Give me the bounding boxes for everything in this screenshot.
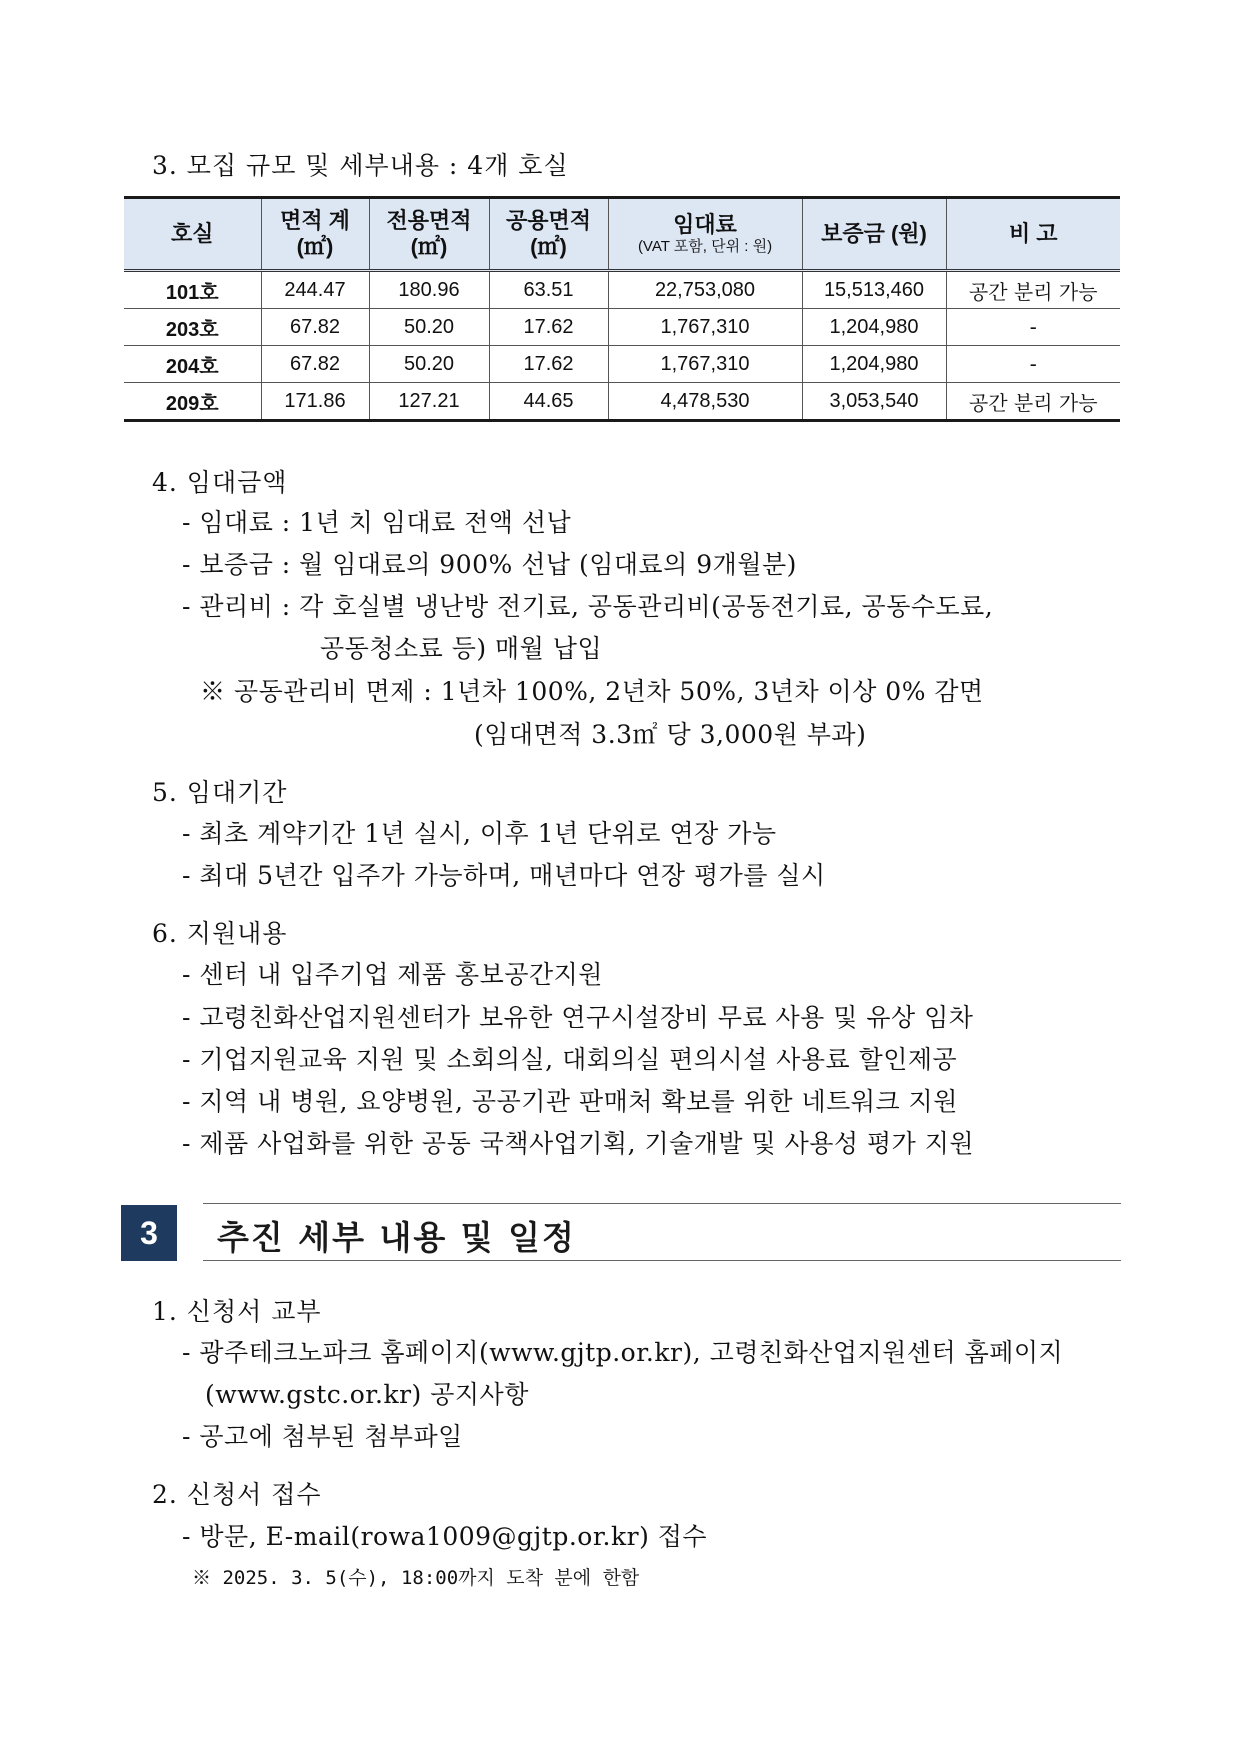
- list-item: - 최초 계약기간 1년 실시, 이후 1년 단위로 연장 가능: [182, 819, 777, 848]
- cell-deposit: 3,053,540: [802, 383, 946, 421]
- cell-room: 203호: [124, 309, 261, 346]
- cell-area-total: 244.47: [261, 271, 369, 309]
- cell-rent: 1,767,310: [608, 346, 802, 383]
- cell-note: -: [946, 309, 1120, 346]
- cell-area-exclusive: 50.20: [369, 346, 489, 383]
- cell-note: 공간 분리 가능: [946, 383, 1120, 421]
- section-number-badge: 3: [121, 1205, 177, 1261]
- cell-rent: 22,753,080: [608, 271, 802, 309]
- list-item: - 지역 내 병원, 요양병원, 공공기관 판매처 확보를 위한 네트워크 지원: [182, 1087, 958, 1116]
- section-heading-distribution: 1. 신청서 교부: [152, 1297, 322, 1326]
- list-item: - 제품 사업화를 위한 공동 국책사업기획, 기술개발 및 사용성 평가 지원: [182, 1129, 975, 1158]
- cell-deposit: 1,204,980: [802, 309, 946, 346]
- cell-room: 209호: [124, 383, 261, 421]
- table-row: [124, 346, 1120, 383]
- list-item: - 방문, E-mail(rowa1009@gjtp.or.kr) 접수: [182, 1522, 708, 1551]
- cell-deposit: 1,204,980: [802, 346, 946, 383]
- section-heading-submission: 2. 신청서 접수: [152, 1480, 322, 1509]
- section-heading-support: 6. 지원내용: [152, 919, 288, 948]
- list-item: - 임대료 : 1년 치 임대료 전액 선납: [182, 508, 572, 537]
- cell-note: 공간 분리 가능: [946, 271, 1120, 309]
- header-area-common: 공용면적 (㎡): [489, 198, 608, 271]
- table-row: [124, 271, 1120, 309]
- table-header-row: [124, 198, 1120, 271]
- cell-note: -: [946, 346, 1120, 383]
- cell-room: 204호: [124, 346, 261, 383]
- note-exemption-detail: (임대면적 3.3㎡ 당 3,000원 부과): [474, 720, 867, 749]
- header-area-exclusive: 전용면적 (㎡): [369, 198, 489, 271]
- cell-area-total: 67.82: [261, 309, 369, 346]
- cell-area-common: 17.62: [489, 309, 608, 346]
- cell-rent: 4,478,530: [608, 383, 802, 421]
- header-rent: 임대료 (VAT 포함, 단위 : 원): [608, 198, 802, 271]
- cell-area-total: 171.86: [261, 383, 369, 421]
- cell-rent: 1,767,310: [608, 309, 802, 346]
- cell-area-common: 44.65: [489, 383, 608, 421]
- header-note: 비 고: [946, 198, 1120, 271]
- list-item: - 기업지원교육 지원 및 소회의실, 대회의실 편의시설 사용료 할인제공: [182, 1045, 958, 1074]
- cell-area-common: 17.62: [489, 346, 608, 383]
- header-room: 호실: [124, 198, 261, 271]
- header-area-total: 면적 계 (㎡): [261, 198, 369, 271]
- list-item-continuation: 공동청소료 등) 매월 납입: [320, 634, 603, 663]
- section-heading-recruitment: 3. 모집 규모 및 세부내용 : 4개 호실: [152, 151, 569, 180]
- list-item: - 최대 5년간 입주가 가능하며, 매년마다 연장 평가를 실시: [182, 861, 826, 890]
- cell-area-exclusive: 127.21: [369, 383, 489, 421]
- cell-area-exclusive: 180.96: [369, 271, 489, 309]
- section-title: 추진 세부 내용 및 일정: [217, 1218, 576, 1257]
- list-item: - 보증금 : 월 임대료의 900% 선납 (임대료의 9개월분): [182, 550, 797, 579]
- cell-area-exclusive: 50.20: [369, 309, 489, 346]
- list-item: - 센터 내 입주기업 제품 홍보공간지원: [182, 960, 603, 989]
- list-item: - 광주테크노파크 홈페이지(www.gjtp.or.kr), 고령친화산업지원센터 홈페이지: [182, 1338, 1064, 1367]
- cell-area-total: 67.82: [261, 346, 369, 383]
- cell-room: 101호: [124, 271, 261, 309]
- header-deposit: 보증금 (원): [802, 198, 946, 271]
- cell-deposit: 15,513,460: [802, 271, 946, 309]
- list-item: - 공고에 첨부된 첨부파일: [182, 1422, 463, 1451]
- table-row: [124, 383, 1120, 421]
- list-item-continuation: (www.gstc.or.kr) 공지사항: [205, 1380, 529, 1409]
- section-heading-rent-amount: 4. 임대금액: [152, 468, 288, 497]
- section-heading-rent-period: 5. 임대기간: [152, 778, 288, 807]
- cell-area-common: 63.51: [489, 271, 608, 309]
- note-exemption: ※ 공동관리비 면제 : 1년차 100%, 2년차 50%, 3년차 이상 0% 감면: [200, 677, 984, 706]
- list-item: - 고령친화산업지원센터가 보유한 연구시설장비 무료 사용 및 유상 임차: [182, 1003, 974, 1032]
- list-item: - 관리비 : 각 호실별 냉난방 전기료, 공동관리비(공동전기료, 공동수도료,: [182, 592, 994, 621]
- rental-table: [124, 196, 1120, 422]
- table-row: [124, 309, 1120, 346]
- note-deadline: ※ 2025. 3. 5(수), 18:00까지 도착 분에 한함: [192, 1567, 640, 1589]
